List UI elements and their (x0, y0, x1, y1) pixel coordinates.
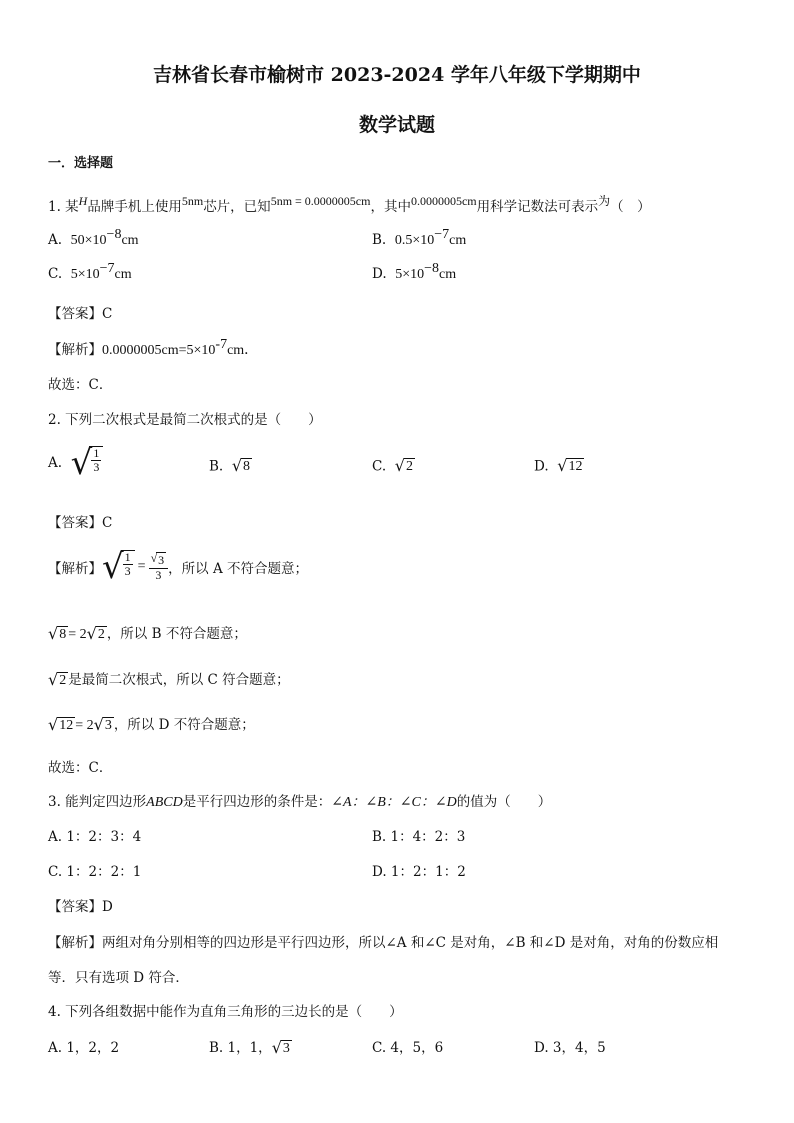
q2-option-b: B. √ 8 (209, 456, 251, 475)
section-heading: 一．选择题 (48, 156, 114, 171)
page-subtitle: 数学试题 (358, 114, 435, 136)
q1-option-c: C. $5\times 10^{-7}cm$ (48, 261, 132, 282)
q3-option-a: A. 1：2：3：4 (48, 829, 142, 845)
q1-option-d: D. $5\times 10^{-8}cm$ (372, 261, 457, 282)
q2-option-a: A. √ $\frac{1}{3}$ (48, 446, 103, 480)
q3-option-c: C. 1：2：2：1 (48, 864, 142, 880)
q2-analysis-line-2: √ 8 = 2 √ 2 ，所以 B 不符合题意； (48, 623, 247, 643)
q4-option-d: D. 3，4，5 (534, 1040, 606, 1056)
q4-option-b: B. 1，1， √ 3 (209, 1037, 290, 1057)
q2-analysis-line-1: 【解析】 √ $\frac{1}{3}$ = √ 3 3 ，所以 A 不符合题意； (48, 547, 309, 587)
q1-option-a: A. $50\times 10^{-8}cm$ (48, 227, 139, 248)
q1-conclusion: 故选：C． (48, 377, 113, 393)
q3-analysis-line-1: 【解析】两组对角分别相等的四边形是平行四边形，所以∠A 和∠C 是对角，∠B 和∠D 是对角，对角的份数应相 (48, 935, 719, 951)
q2-answer: 【答案】C (48, 515, 113, 531)
q4-option-a: A. 1，2，2 (48, 1040, 120, 1056)
q2-analysis-line-3: √ 2 是最简二次根式，所以 C 符合题意； (48, 669, 290, 689)
q2-option-d: D. √ 12 (534, 456, 583, 475)
q2-conclusion: 故选：C． (48, 760, 113, 776)
question-3-stem: 3. 能判定四边形ABCD是平行四边形的条件是：∠A：∠B：∠C：∠D的值为（ ） (48, 794, 552, 810)
q1-analysis: 【解析】$0.0000005cm=5\times 10^{-7}cm$． (48, 337, 259, 358)
question-2-stem: 2. 下列二次根式是最简二次根式的是（ ） (48, 412, 322, 428)
q3-option-d: D. 1：2：1：2 (372, 864, 466, 880)
question-4-stem: 4. 下列各组数据中能作为直角三角形的三边长的是（ ） (48, 1004, 403, 1020)
q3-answer: 【答案】D (48, 899, 113, 915)
q1-answer: 【答案】C (48, 306, 113, 322)
q4-option-c: C. 4，5，6 (372, 1040, 444, 1056)
q1-option-b: B. $0.5\times 10^{-7}cm$ (372, 227, 467, 248)
question-1-stem: 1. 某H品牌手机上使用5nm芯片，已知5nm = 0.0000005cm，其中0.0000005cm用科学记数法可表示为（ ） (48, 194, 651, 215)
q2-analysis-line-4: √ 12 = 2 √ 3 ，所以 D 不符合题意； (48, 714, 255, 734)
q3-analysis-line-2: 等．只有选项 D 符合． (48, 970, 189, 986)
page-title: 吉林省长春市榆树市 2023-2024 学年八年级下学期期中 (153, 64, 641, 86)
q3-option-b: B. 1：4：2：3 (372, 829, 466, 845)
q2-option-c: C. √ 2 (372, 456, 413, 475)
